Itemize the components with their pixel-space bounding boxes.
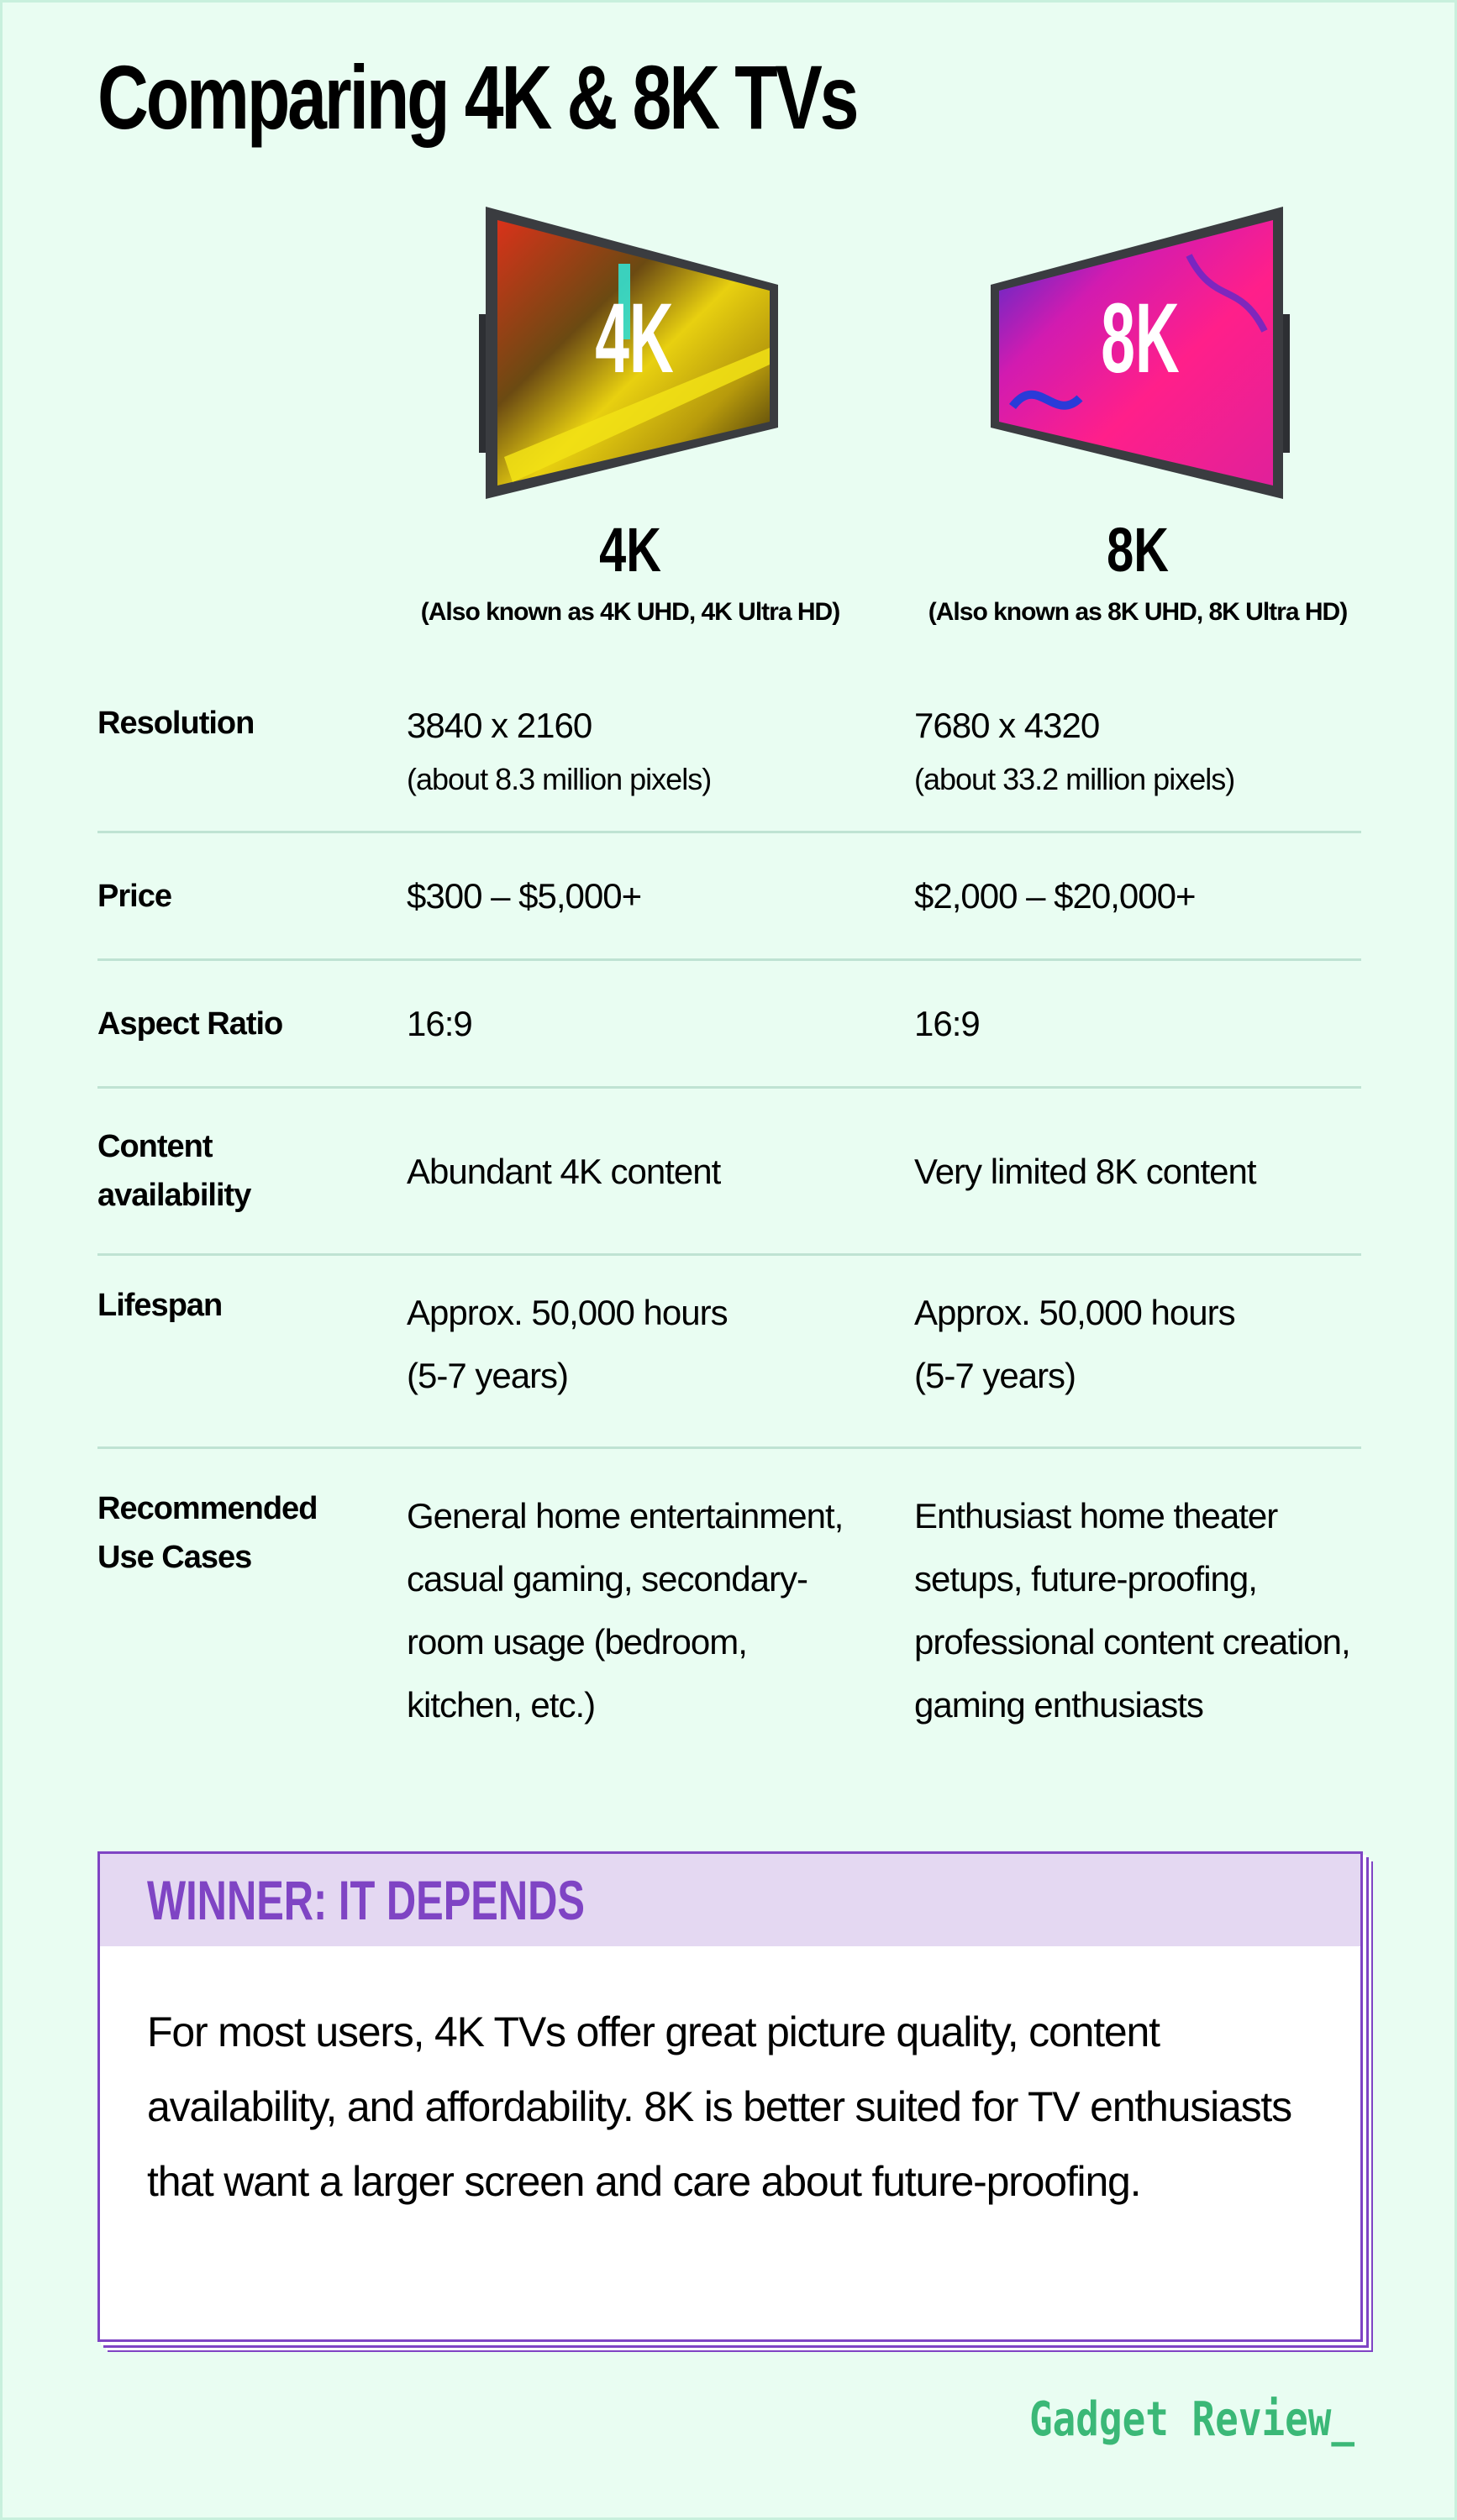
product-aka-4k: (Also known as 4K UHD, 4K Ultra HD) xyxy=(420,598,840,626)
row-label: Lifespan xyxy=(97,1288,223,1323)
cell-4k: $300 – $5,000+ xyxy=(407,876,642,916)
product-name-8k: 8K xyxy=(1107,515,1169,585)
row-label: Resolution xyxy=(97,706,255,741)
row-label: Content availability xyxy=(97,1129,251,1213)
row-label: Price xyxy=(97,878,171,914)
tv-8k-screen-text: 8K xyxy=(1101,283,1180,394)
table-row-price xyxy=(97,833,1361,961)
cell-8k: Approx. 50,000 hours (5-7 years) xyxy=(914,1293,1235,1395)
comparison-table xyxy=(97,689,1361,1736)
cell-8k: 16:9 xyxy=(914,1004,980,1043)
cell-4k xyxy=(407,699,914,831)
cell-4k: 16:9 xyxy=(407,1004,472,1043)
page-title: Comparing 4K & 8K TVs xyxy=(97,46,857,148)
table-row-aspect-ratio xyxy=(97,961,1361,1089)
table-row-lifespan xyxy=(97,1256,1361,1449)
cell-4k: Abundant 4K content xyxy=(407,1151,721,1191)
tv-4k-screen-text: 4K xyxy=(595,283,674,394)
cell-note: (about 33.2 million pixels) xyxy=(914,762,1235,796)
table-row-content-availability xyxy=(97,1089,1361,1256)
gadget-review-logo: Gadget Review_ xyxy=(1029,2392,1355,2447)
row-label: Aspect Ratio xyxy=(97,1005,283,1042)
cell-value: 7680 x 4320 xyxy=(914,706,1100,745)
tv-8k-illustration xyxy=(987,205,1290,499)
cell-note: (about 8.3 million pixels) xyxy=(407,762,712,796)
product-aka-8k: (Also known as 8K UHD, 8K Ultra HD) xyxy=(928,598,1348,626)
cell-8k: Very limited 8K content xyxy=(914,1151,1256,1191)
cell-8k: $2,000 – $20,000+ xyxy=(914,876,1196,916)
product-name-4k: 4K xyxy=(599,515,661,585)
tv-4k-illustration xyxy=(479,205,781,499)
row-label: Recommended Use Cases xyxy=(97,1491,318,1575)
winner-header xyxy=(100,1854,1360,1946)
table-row-recommended-use-cases xyxy=(97,1449,1361,1736)
table-row-resolution xyxy=(97,689,1361,833)
winner-title: WINNER: IT DEPENDS xyxy=(147,1869,585,1931)
winner-callout xyxy=(97,1851,1363,2342)
cell-8k: Enthusiast home theater setups, future-proofing, professional content creation, gaming enthusiasts xyxy=(914,1496,1350,1725)
cell-value: 3840 x 2160 xyxy=(407,706,592,745)
cell-8k xyxy=(914,699,1361,831)
winner-body: For most users, 4K TVs offer great picture quality, content availability, and affordability. 8K is better suited for TV enthusiasts that want a larger screen and care about future-proofing. xyxy=(147,2008,1291,2205)
cell-4k: Approx. 50,000 hours (5-7 years) xyxy=(407,1293,728,1395)
cell-4k: General home entertainment, casual gaming, secondary-room usage (bedroom, kitchen, etc.) xyxy=(407,1496,844,1725)
